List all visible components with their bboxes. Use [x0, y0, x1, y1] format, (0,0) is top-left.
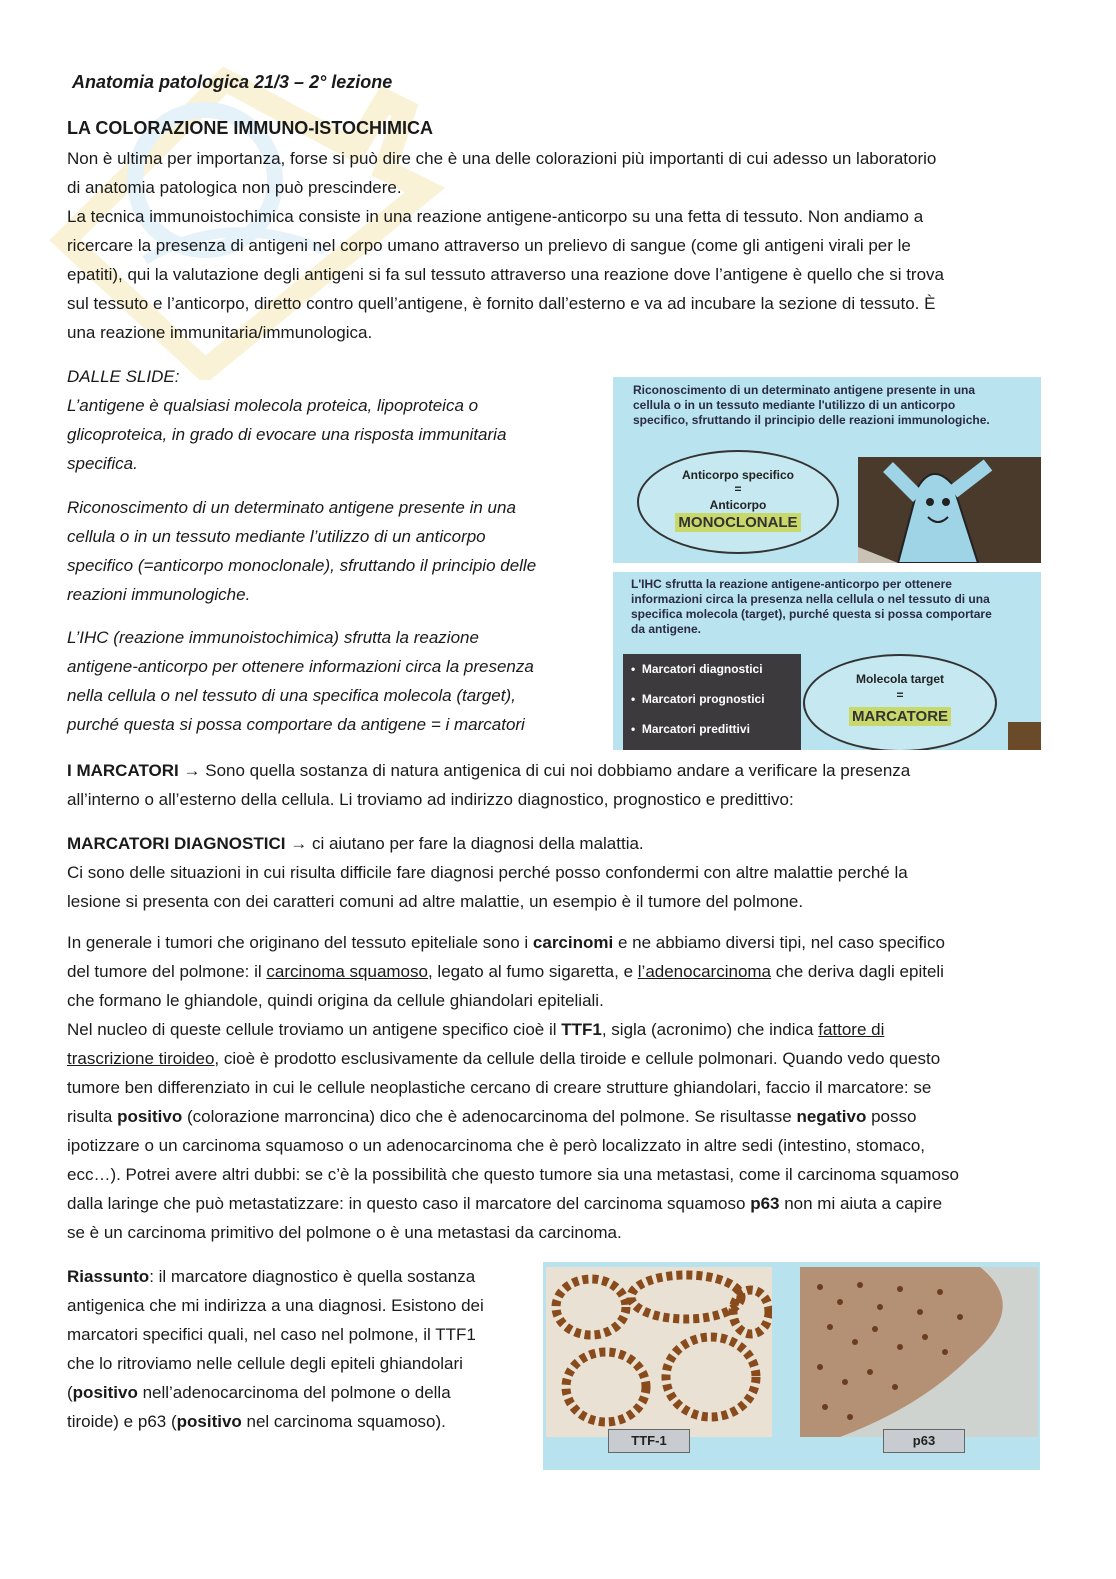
slide-2-text: [631, 577, 1029, 637]
text-line: ipotizzare o un carcinoma squamoso o un adenocarcinoma che è però localizzato in altre sedi (intestino, stomaco,: [67, 1136, 926, 1155]
text-line: Nel nucleo di queste cellule troviamo un antigene specifico cioè il TTF1, sigla (acronimo) che indica fattore di: [67, 1020, 885, 1039]
text-line: specifico (=anticorpo monoclonale), sfruttando il principio delle: [67, 556, 537, 575]
text-line: marcatori specifici quali, nel caso nel polmone, il TTF1: [67, 1325, 476, 1344]
arrow-right-icon: →: [183, 761, 201, 780]
slides-notes-block-1: [67, 362, 597, 478]
bubble-text: Anticorpo: [709, 498, 767, 512]
text-line: purché questa si possa comportare da antigene = i marcatori: [67, 715, 525, 734]
text-line: cellula o in un tessuto mediante l'utilizzo di un anticorpo: [633, 398, 956, 412]
text-line: L'IHC sfrutta la reazione antigene-anticorpo per ottenere: [631, 577, 952, 591]
text-line: che lo ritroviamo nelle cellule degli epiteli ghiandolari: [67, 1354, 463, 1373]
document-title: Anatomia patologica 21/3 – 2° lezione: [72, 72, 393, 92]
text-line: specifica molecola (target), purché questa si possa comportare: [631, 607, 992, 621]
text-line: antigenica che mi indirizza a una diagnosi. Esistono dei: [67, 1296, 484, 1315]
p63-label: p63: [883, 1429, 965, 1453]
text-line: tiroide) e p63 (positivo nel carcinoma squamoso).: [67, 1412, 446, 1431]
micrograph-panel: [543, 1262, 1040, 1470]
list-item: • Marcatori predittivi: [631, 722, 750, 736]
arrow-right-icon: →: [290, 834, 308, 853]
text-line: L’IHC (reazione immunoistochimica) sfrutta la reazione: [67, 628, 479, 647]
text-line: Ci sono delle situazioni in cui risulta difficile fare diagnosi perché posso confondermi con altre malattie perché la: [67, 863, 908, 882]
highlight-marcatore: MARCATORE: [849, 707, 951, 726]
text-line: antigene-anticorpo per ottenere informazioni circa la presenza: [67, 657, 534, 676]
antibody-bubble: [637, 450, 839, 554]
text-line: Non è ultima per importanza, forse si può dire che è una delle colorazioni più importanti di cui adesso un laboratorio: [67, 149, 937, 168]
slide-1-text: [633, 383, 1028, 428]
text-line: lesione si presenta con dei caratteri comuni ad altre malattie, un esempio è il tumore del polmone.: [67, 892, 804, 911]
text-line: Riconoscimento di un determinato antigene presente in una: [633, 383, 976, 397]
text-line: ecc…). Potrei avere altri dubbi: se c’è la possibilità che questo tumore sia una metastasi, come il carcinoma squamoso: [67, 1165, 959, 1184]
target-bubble: [803, 654, 997, 750]
bubble-text: Molecola target: [855, 672, 945, 686]
antibody-cartoon-icon: [858, 457, 1041, 563]
list-item: • Marcatori diagnostici: [631, 662, 763, 676]
text-line: sul tessuto e l’anticorpo, diretto contro quell’antigene, è fornito dall’esterno e va ad incubare la sezione di tessuto. È: [67, 294, 936, 313]
decorative-corner: [1008, 722, 1041, 750]
text-line: In generale i tumori che originano del tessuto epiteliale sono i carcinomi e ne abbiamo diversi tipi, nel caso specifico: [67, 933, 945, 952]
list-item: • Marcatori prognostici: [631, 692, 765, 706]
text-line: nella cellula o nel tessuto di una specifica molecola (target),: [67, 686, 516, 705]
text-line: ricercare la presenza di antigeni nel corpo umano attraverso un prelievo di sangue (come gli antigeni virali per le: [67, 236, 911, 255]
text-line: specifica.: [67, 454, 138, 473]
slide-image-1: [613, 377, 1041, 563]
slides-label: DALLE SLIDE:: [67, 367, 180, 386]
text-line: informazioni circa la presenza nella cellula o nel tessuto di una: [631, 592, 990, 606]
slide-image-2: [613, 572, 1041, 750]
markers-paragraph: [67, 756, 1047, 814]
text-line: di anatomia patologica non può prescindere.: [67, 178, 402, 197]
bubble-equals: =: [896, 688, 904, 702]
text-line: Riconoscimento di un determinato antigene presente in una: [67, 498, 516, 517]
summary-paragraph: [67, 1262, 537, 1436]
text-line: glicoproteica, in grado di evocare una risposta immunitaria: [67, 425, 507, 444]
p63-micrograph-image: [800, 1267, 1038, 1437]
text-line: all’interno o all’esterno della cellula. Li troviamo ad indirizzo diagnostico, prognostico e predittivo:: [67, 790, 794, 809]
text-line: L’antigene è qualsiasi molecola proteica, lipoproteica o: [67, 396, 479, 415]
section-heading: LA COLORAZIONE IMMUNO-ISTOCHIMICA: [67, 118, 433, 138]
text-line: cellula o in un tessuto mediante l’utilizzo di un anticorpo: [67, 527, 486, 546]
text-line: che formano le ghiandole, quindi origina da cellule ghiandolari epiteliali.: [67, 991, 604, 1010]
carcinoma-paragraph: [67, 928, 1047, 1247]
text-line: tumore ben differenziato in cui le cellule neoplastiche cercano di creare strutture ghiandolari, faccio il marcatore: se: [67, 1078, 932, 1097]
text-line: una reazione immunitaria/immunologica.: [67, 323, 373, 342]
text-line: Riassunto: il marcatore diagnostico è quella sostanza: [67, 1267, 476, 1286]
text-line: del tumore del polmone: il carcinoma squamoso, legato al fumo sigaretta, e l’adenocarcinoma che deriva dagli epiteli: [67, 962, 944, 981]
text-line: reazioni immunologiche.: [67, 585, 251, 604]
highlight-monoclonale: MONOCLONALE: [675, 513, 800, 532]
text-line: epatiti), qui la valutazione degli antigeni si fa sul tessuto attraverso una reazione dove l’antigene è quello che si trova: [67, 265, 944, 284]
text-line: risulta positivo (colorazione marroncina) dico che è adenocarcinoma del polmone. Se risultasse negativo posso: [67, 1107, 917, 1126]
bubble-text: Anticorpo specifico: [681, 468, 794, 482]
text-line: specifico, sfruttando il principio delle reazioni immunologiche.: [633, 413, 990, 427]
diagnostic-paragraph: [67, 829, 1047, 916]
text-line: MARCATORI DIAGNOSTICI → ci aiutano per fare la diagnosi della malattia.: [67, 834, 644, 853]
text-line: se è un carcinoma primitivo del polmone o è una metastasi da carcinoma.: [67, 1223, 622, 1242]
text-line: La tecnica immunoistochimica consiste in una reazione antigene-anticorpo su una fetta di tessuto. Non andiamo a: [67, 207, 924, 226]
slides-notes-block-2: [67, 493, 597, 609]
bubble-equals: =: [734, 482, 742, 496]
text-line: dalla laringe che può metastatizzare: in questo caso il marcatore del carcinoma squamoso p63 non mi aiuta a capire: [67, 1194, 943, 1213]
text-line: trascrizione tiroideo, cioè è prodotto esclusivamente da cellule della tiroide e cellule polmonari. Quando vedo questo: [67, 1049, 941, 1068]
marker-types-list: [623, 654, 801, 750]
ttf1-micrograph-image: [546, 1267, 772, 1437]
text-line: da antigene.: [631, 622, 702, 636]
diagnostic-heading: MARCATORI DIAGNOSTICI: [67, 834, 286, 853]
text-line: (positivo nell’adenocarcinoma del polmone o della: [67, 1383, 451, 1402]
intro-paragraph-1: [67, 144, 1047, 202]
text-line: I MARCATORI → Sono quella sostanza di natura antigenica di cui noi dobbiamo andare a verificare la presenza: [67, 761, 911, 780]
ttf1-label: TTF-1: [608, 1429, 690, 1453]
slides-notes-block-3: [67, 623, 597, 739]
intro-paragraph-2: [67, 202, 1047, 347]
markers-heading: I MARCATORI: [67, 761, 179, 780]
